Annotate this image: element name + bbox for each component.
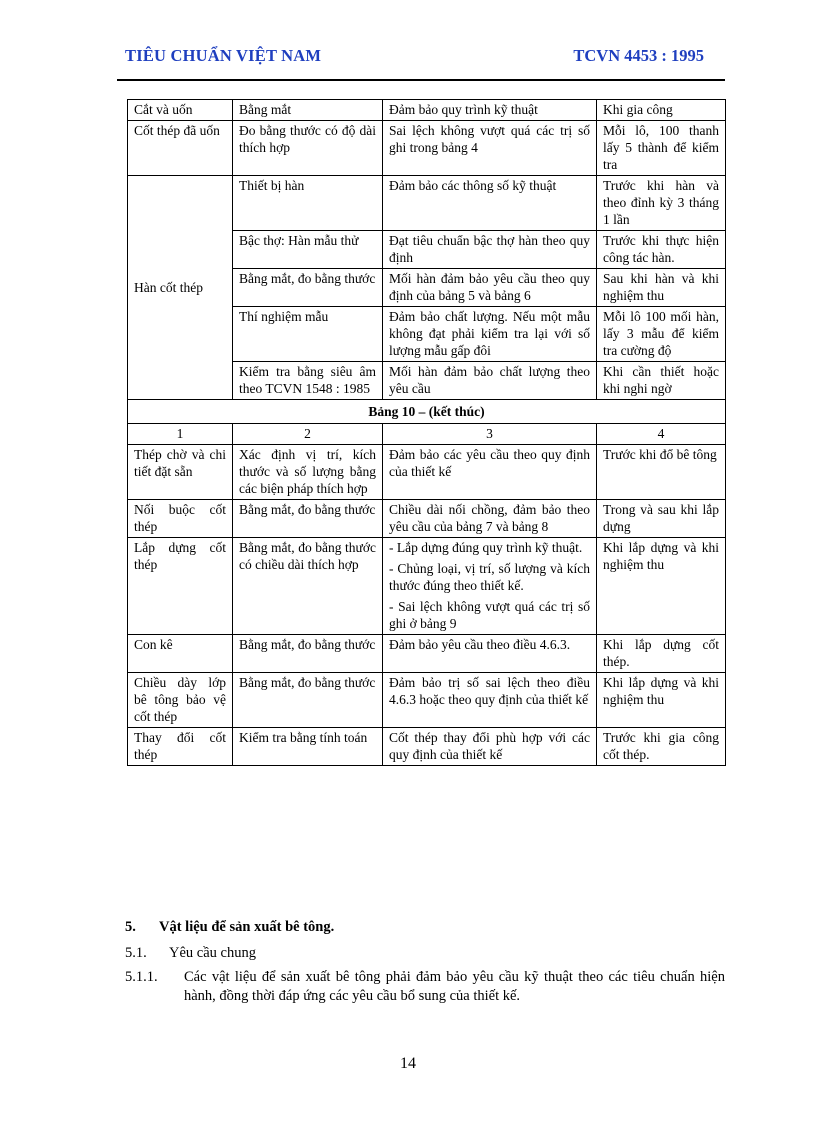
group-label-cell: Hàn cốt thép [128, 176, 233, 400]
table-row [128, 121, 726, 176]
timing-cell: Khi lắp dựng và khi nghiệm thu [597, 673, 726, 728]
table-cell: Mối hàn đảm bảo yêu cầu theo quy định của bảng 5 và bảng 6 [383, 269, 597, 307]
timing-cell: Khi lắp dựng cốt thép. [597, 635, 726, 673]
requirement-line: Cốt thép thay đổi phù hợp với các quy định của thiết kế [389, 730, 590, 762]
section-number: 5. [125, 919, 136, 935]
table-cell: Khi gia công [597, 100, 726, 121]
table-cell: Bằng mắt [233, 100, 383, 121]
timing-cell: Trước khi đổ bê tông [597, 445, 726, 500]
page-number: 14 [400, 1055, 416, 1072]
requirement-cell [383, 445, 597, 500]
method-cell: Xác định vị trí, kích thước và số lượng bằng các biện pháp thích hợp [233, 445, 383, 500]
table-cell: Mỗi lô, 100 thanh lấy 5 thành để kiểm tra [597, 121, 726, 176]
item-cell: Chiều dày lớp bê tông bảo vệ cốt thép [128, 673, 233, 728]
table-row [128, 728, 726, 766]
table-cell: Trước khi hàn và theo đỉnh kỳ 3 tháng 1 lần [597, 176, 726, 231]
clause-paragraph [125, 968, 725, 1006]
table-row [128, 635, 726, 673]
requirement-line: Đảm bảo yêu cầu theo điều 4.6.3. [389, 637, 571, 652]
column-number: 2 [233, 424, 383, 445]
header-standard-code: TCVN 4453 : 1995 [573, 46, 704, 65]
requirement-cell [383, 728, 597, 766]
requirement-cell [383, 635, 597, 673]
column-number-row [128, 424, 726, 445]
table-cell: Khi cần thiết hoặc khi nghi ngờ [597, 362, 726, 400]
method-cell: Bằng mắt, đo bằng thước [233, 500, 383, 538]
timing-cell: Khi lắp dựng và khi nghiệm thu [597, 538, 726, 635]
table-cell: Đảm bảo quy trình kỹ thuật [383, 100, 597, 121]
table-cell: Mỗi lô 100 mối hàn, lấy 3 mẫu để kiểm tra cường độ [597, 307, 726, 362]
item-cell: Lắp dựng cốt thép [128, 538, 233, 635]
item-cell: Thép chờ và chi tiết đặt sẵn [128, 445, 233, 500]
inspection-table [127, 99, 726, 766]
requirement-line: Chiều dài nối chồng, đảm bảo theo yêu cầu của bảng 7 và bảng 8 [389, 502, 590, 534]
timing-cell: Trong và sau khi lắp dựng [597, 500, 726, 538]
requirement-line: - Chủng loại, vị trí, số lượng và kích thước đúng theo thiết kế. [389, 561, 590, 593]
table-row [128, 538, 726, 635]
timing-cell: Trước khi gia công cốt thép. [597, 728, 726, 766]
requirement-cell [383, 673, 597, 728]
section-title: Vật liệu để sản xuất bê tông. [159, 919, 335, 935]
method-cell: Bằng mắt, đo bằng thước [233, 673, 383, 728]
table-cell: Trước khi thực hiện công tác hàn. [597, 231, 726, 269]
subsection-title: Yêu cầu chung [169, 945, 256, 961]
table-cell: Bằng mắt, đo bằng thước [233, 269, 383, 307]
table-cell: Cắt và uốn [128, 100, 233, 121]
table-row [128, 445, 726, 500]
table-caption-row [128, 400, 726, 424]
table-cell: Sau khi hàn và khi nghiệm thu [597, 269, 726, 307]
header-standard-title: TIÊU CHUẨN VIỆT NAM [125, 46, 322, 65]
clause-number: 5.1.1. [125, 969, 158, 985]
table-row [128, 100, 726, 121]
requirement-cell [383, 538, 597, 635]
method-cell: Bằng mắt, đo bằng thước [233, 635, 383, 673]
section-heading [125, 918, 334, 937]
column-number: 4 [597, 424, 726, 445]
header-divider [117, 79, 725, 81]
table-row [128, 673, 726, 728]
item-cell: Thay đổi cốt thép [128, 728, 233, 766]
table-cell: Mối hàn đảm bảo chất lượng theo yêu cầu [383, 362, 597, 400]
table-cell: Cốt thép đã uốn [128, 121, 233, 176]
table-cell: Thiết bị hàn [233, 176, 383, 231]
requirement-line: - Sai lệch không vượt quá các trị số ghi ở bảng 9 [389, 599, 590, 631]
table-cell: Kiểm tra bằng siêu âm theo TCVN 1548 : 1985 [233, 362, 383, 400]
item-cell: Con kê [128, 635, 233, 673]
requirement-line: Đảm bảo các yêu cầu theo quy định của thiết kế [389, 447, 590, 479]
table-cell: Thí nghiệm mẫu [233, 307, 383, 362]
subsection-heading [125, 944, 256, 963]
table-cell: Đảm bảo chất lượng. Nếu một mẫu không đạt phải kiểm tra lại với số lượng mẫu gấp đôi [383, 307, 597, 362]
item-cell: Nối buộc cốt thép [128, 500, 233, 538]
requirement-line: Đảm bảo trị số sai lệch theo điều 4.6.3 hoặc theo quy định của thiết kế [389, 675, 590, 707]
column-number: 1 [128, 424, 233, 445]
table-cell: Đảm bảo các thông số kỹ thuật [383, 176, 597, 231]
table-row [128, 176, 726, 231]
subsection-number: 5.1. [125, 945, 147, 961]
column-number: 3 [383, 424, 597, 445]
table-cell: Bậc thợ: Hàn mẫu thử [233, 231, 383, 269]
requirement-cell [383, 500, 597, 538]
clause-text: Các vật liệu để sản xuất bê tông phải đảm bảo yêu cầu kỹ thuật theo các tiêu chuẩn hiện hành, đồng thời đáp ứng các yêu cầu bổ sung của thiết kế. [184, 969, 725, 1004]
requirement-line: - Lắp dựng đúng quy trình kỹ thuật. [389, 540, 583, 555]
table-row [128, 500, 726, 538]
method-cell: Kiểm tra bằng tính toán [233, 728, 383, 766]
table-cell: Đạt tiêu chuẩn bậc thợ hàn theo quy định [383, 231, 597, 269]
table-cell: Sai lệch không vượt quá các trị số ghi trong bảng 4 [383, 121, 597, 176]
method-cell: Bằng mắt, đo bằng thước có chiều dài thích hợp [233, 538, 383, 635]
table-cell: Đo bằng thước có độ dài thích hợp [233, 121, 383, 176]
table-caption: Bảng 10 – (kết thúc) [128, 400, 726, 424]
